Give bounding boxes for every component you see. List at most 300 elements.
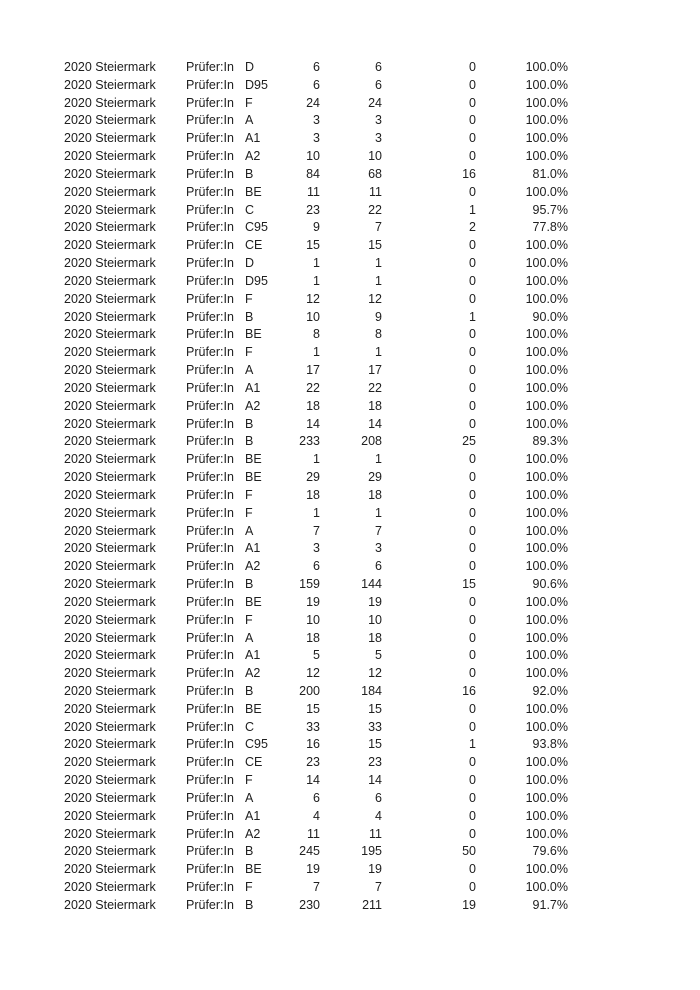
cell-class: B xyxy=(245,309,254,324)
cell-value-2: 10 xyxy=(368,612,382,627)
cell-examiner: Prüfer:In xyxy=(186,862,234,877)
cell-examiner: Prüfer:In xyxy=(186,220,234,235)
cell-value-1: 1 xyxy=(313,256,320,271)
cell-value-3: 0 xyxy=(469,470,476,485)
cell-value-3: 0 xyxy=(469,808,476,823)
cell-year-region: 2020 Steiermark xyxy=(64,826,156,841)
table-row xyxy=(64,273,568,291)
cell-class: BE xyxy=(245,470,262,485)
cell-value-1: 22 xyxy=(306,380,320,395)
cell-value-2: 1 xyxy=(375,273,382,288)
cell-examiner: Prüfer:In xyxy=(186,184,234,199)
cell-class: BE xyxy=(245,452,262,467)
cell-value-3: 25 xyxy=(462,434,476,449)
cell-value-2: 12 xyxy=(368,291,382,306)
cell-percent: 91.7% xyxy=(532,897,568,912)
cell-value-2: 11 xyxy=(369,184,382,199)
table-row xyxy=(64,433,568,451)
cell-class: B xyxy=(245,166,254,181)
cell-percent: 100.0% xyxy=(525,719,568,734)
cell-percent: 100.0% xyxy=(525,773,568,788)
cell-examiner: Prüfer:In xyxy=(186,238,234,253)
cell-value-1: 6 xyxy=(313,77,320,92)
cell-value-3: 0 xyxy=(469,131,476,146)
cell-class: B xyxy=(245,683,254,698)
cell-year-region: 2020 Steiermark xyxy=(64,256,156,271)
table-row xyxy=(64,701,568,719)
cell-percent: 100.0% xyxy=(525,862,568,877)
cell-value-1: 3 xyxy=(313,113,320,128)
cell-value-1: 4 xyxy=(313,808,320,823)
cell-examiner: Prüfer:In xyxy=(186,755,234,770)
cell-value-2: 22 xyxy=(368,380,382,395)
cell-examiner: Prüfer:In xyxy=(186,630,234,645)
cell-examiner: Prüfer:In xyxy=(186,327,234,342)
table-row xyxy=(64,487,568,505)
table-row xyxy=(64,77,568,95)
cell-year-region: 2020 Steiermark xyxy=(64,594,156,609)
table-row xyxy=(64,594,568,612)
table-row xyxy=(64,202,568,220)
cell-percent: 79.6% xyxy=(532,844,568,859)
cell-year-region: 2020 Steiermark xyxy=(64,666,156,681)
cell-value-2: 3 xyxy=(375,541,382,556)
cell-examiner: Prüfer:In xyxy=(186,60,234,74)
cell-value-1: 12 xyxy=(306,291,320,306)
cell-year-region: 2020 Steiermark xyxy=(64,773,156,788)
cell-class: B xyxy=(245,844,254,859)
cell-value-2: 18 xyxy=(368,487,382,502)
table-row xyxy=(64,647,568,665)
cell-value-2: 14 xyxy=(368,416,382,431)
cell-examiner: Prüfer:In xyxy=(186,166,234,181)
cell-value-3: 0 xyxy=(469,755,476,770)
cell-value-1: 245 xyxy=(299,844,320,859)
table-row xyxy=(64,148,568,166)
cell-percent: 100.0% xyxy=(525,131,568,146)
table-row xyxy=(64,540,568,558)
cell-value-3: 0 xyxy=(469,398,476,413)
cell-class: A1 xyxy=(245,380,261,395)
cell-value-3: 0 xyxy=(469,505,476,520)
cell-value-2: 68 xyxy=(368,166,382,181)
cell-value-3: 0 xyxy=(469,630,476,645)
cell-value-1: 84 xyxy=(306,166,320,181)
cell-year-region: 2020 Steiermark xyxy=(64,345,156,360)
cell-class: A xyxy=(245,790,254,805)
cell-value-2: 7 xyxy=(375,220,382,235)
cell-value-1: 33 xyxy=(306,719,320,734)
cell-examiner: Prüfer:In xyxy=(186,666,234,681)
table-row xyxy=(64,59,568,77)
cell-class: A1 xyxy=(245,648,261,663)
cell-year-region: 2020 Steiermark xyxy=(64,523,156,538)
cell-value-2: 11 xyxy=(369,826,382,841)
cell-percent: 90.0% xyxy=(532,309,568,324)
cell-percent: 100.0% xyxy=(525,487,568,502)
cell-value-1: 18 xyxy=(306,487,320,502)
cell-value-3: 1 xyxy=(469,309,476,324)
table-row xyxy=(64,719,568,737)
cell-value-2: 1 xyxy=(375,345,382,360)
table-row xyxy=(64,861,568,879)
cell-percent: 100.0% xyxy=(525,523,568,538)
cell-class: BE xyxy=(245,701,262,716)
cell-year-region: 2020 Steiermark xyxy=(64,505,156,520)
cell-percent: 100.0% xyxy=(525,77,568,92)
cell-value-3: 0 xyxy=(469,666,476,681)
cell-value-1: 18 xyxy=(306,398,320,413)
cell-value-1: 16 xyxy=(306,737,320,752)
table-row xyxy=(64,398,568,416)
cell-value-2: 6 xyxy=(375,60,382,74)
cell-value-3: 0 xyxy=(469,60,476,74)
table-row xyxy=(64,772,568,790)
table-row xyxy=(64,897,568,915)
cell-percent: 100.0% xyxy=(525,256,568,271)
cell-year-region: 2020 Steiermark xyxy=(64,95,156,110)
cell-year-region: 2020 Steiermark xyxy=(64,131,156,146)
cell-value-2: 3 xyxy=(375,113,382,128)
table-row xyxy=(64,612,568,630)
cell-value-2: 1 xyxy=(375,452,382,467)
cell-value-1: 230 xyxy=(299,897,320,912)
cell-class: B xyxy=(245,577,254,592)
cell-year-region: 2020 Steiermark xyxy=(64,77,156,92)
table-row xyxy=(64,808,568,826)
table-row xyxy=(64,843,568,861)
cell-value-2: 5 xyxy=(375,648,382,663)
cell-value-2: 18 xyxy=(368,398,382,413)
cell-value-2: 3 xyxy=(375,131,382,146)
cell-class: A2 xyxy=(245,398,261,413)
cell-class: F xyxy=(245,291,253,306)
table-row xyxy=(64,380,568,398)
cell-value-2: 18 xyxy=(368,630,382,645)
cell-examiner: Prüfer:In xyxy=(186,416,234,431)
table-row xyxy=(64,130,568,148)
cell-class: C95 xyxy=(245,220,268,235)
cell-value-1: 15 xyxy=(306,701,320,716)
cell-value-3: 0 xyxy=(469,416,476,431)
cell-value-3: 0 xyxy=(469,880,476,895)
cell-value-2: 1 xyxy=(375,256,382,271)
cell-value-2: 10 xyxy=(368,149,382,164)
cell-year-region: 2020 Steiermark xyxy=(64,808,156,823)
cell-value-3: 0 xyxy=(469,826,476,841)
cell-examiner: Prüfer:In xyxy=(186,808,234,823)
cell-year-region: 2020 Steiermark xyxy=(64,683,156,698)
cell-value-1: 5 xyxy=(313,648,320,663)
table-row xyxy=(64,309,568,327)
cell-value-3: 0 xyxy=(469,291,476,306)
cell-year-region: 2020 Steiermark xyxy=(64,577,156,592)
cell-value-1: 19 xyxy=(306,594,320,609)
cell-examiner: Prüfer:In xyxy=(186,577,234,592)
cell-value-3: 16 xyxy=(462,683,476,698)
cell-class: A2 xyxy=(245,559,261,574)
cell-percent: 100.0% xyxy=(525,380,568,395)
table-row xyxy=(64,291,568,309)
cell-percent: 100.0% xyxy=(525,808,568,823)
cell-value-2: 4 xyxy=(375,808,382,823)
table-row xyxy=(64,683,568,701)
cell-class: F xyxy=(245,345,253,360)
cell-percent: 100.0% xyxy=(525,238,568,253)
table-row xyxy=(64,362,568,380)
cell-class: A1 xyxy=(245,131,261,146)
cell-value-2: 184 xyxy=(361,683,382,698)
cell-class: BE xyxy=(245,327,262,342)
cell-percent: 100.0% xyxy=(525,416,568,431)
cell-percent: 100.0% xyxy=(525,612,568,627)
cell-class: F xyxy=(245,487,253,502)
cell-year-region: 2020 Steiermark xyxy=(64,398,156,413)
table-row xyxy=(64,255,568,273)
table-row xyxy=(64,344,568,362)
cell-percent: 100.0% xyxy=(525,363,568,378)
cell-value-2: 9 xyxy=(375,309,382,324)
cell-value-1: 1 xyxy=(313,505,320,520)
table-row xyxy=(64,879,568,897)
cell-value-2: 211 xyxy=(362,897,382,912)
cell-value-2: 6 xyxy=(375,559,382,574)
cell-examiner: Prüfer:In xyxy=(186,256,234,271)
cell-examiner: Prüfer:In xyxy=(186,612,234,627)
cell-value-2: 208 xyxy=(361,434,382,449)
cell-year-region: 2020 Steiermark xyxy=(64,470,156,485)
cell-examiner: Prüfer:In xyxy=(186,398,234,413)
cell-value-2: 7 xyxy=(375,880,382,895)
cell-year-region: 2020 Steiermark xyxy=(64,719,156,734)
cell-examiner: Prüfer:In xyxy=(186,363,234,378)
cell-value-1: 159 xyxy=(299,577,320,592)
cell-percent: 100.0% xyxy=(525,273,568,288)
table-row xyxy=(64,790,568,808)
cell-year-region: 2020 Steiermark xyxy=(64,612,156,627)
cell-year-region: 2020 Steiermark xyxy=(64,309,156,324)
cell-percent: 100.0% xyxy=(525,327,568,342)
cell-value-3: 0 xyxy=(469,273,476,288)
table-row xyxy=(64,95,568,113)
cell-year-region: 2020 Steiermark xyxy=(64,434,156,449)
cell-value-1: 19 xyxy=(306,862,320,877)
cell-value-3: 50 xyxy=(462,844,476,859)
cell-value-1: 14 xyxy=(306,416,320,431)
cell-value-2: 12 xyxy=(368,666,382,681)
table-row xyxy=(64,184,568,202)
cell-value-1: 200 xyxy=(299,683,320,698)
table-row xyxy=(64,576,568,594)
table-row xyxy=(64,826,568,844)
cell-year-region: 2020 Steiermark xyxy=(64,363,156,378)
cell-value-3: 0 xyxy=(469,648,476,663)
cell-year-region: 2020 Steiermark xyxy=(64,701,156,716)
cell-examiner: Prüfer:In xyxy=(186,309,234,324)
cell-value-2: 6 xyxy=(375,790,382,805)
cell-value-3: 0 xyxy=(469,77,476,92)
cell-examiner: Prüfer:In xyxy=(186,594,234,609)
cell-class: A xyxy=(245,363,254,378)
cell-value-1: 8 xyxy=(313,327,320,342)
cell-examiner: Prüfer:In xyxy=(186,541,234,556)
cell-examiner: Prüfer:In xyxy=(186,505,234,520)
cell-year-region: 2020 Steiermark xyxy=(64,648,156,663)
cell-value-2: 15 xyxy=(368,737,382,752)
cell-class: F xyxy=(245,880,253,895)
cell-percent: 92.0% xyxy=(532,683,568,698)
cell-value-3: 0 xyxy=(469,594,476,609)
cell-year-region: 2020 Steiermark xyxy=(64,220,156,235)
cell-percent: 100.0% xyxy=(525,95,568,110)
table-row xyxy=(64,630,568,648)
cell-value-1: 23 xyxy=(306,202,320,217)
cell-value-3: 0 xyxy=(469,790,476,805)
cell-percent: 100.0% xyxy=(525,452,568,467)
cell-year-region: 2020 Steiermark xyxy=(64,327,156,342)
cell-class: B xyxy=(245,416,254,431)
cell-examiner: Prüfer:In xyxy=(186,897,234,912)
cell-value-1: 7 xyxy=(313,880,320,895)
table-row xyxy=(64,219,568,237)
cell-percent: 93.8% xyxy=(532,737,568,752)
cell-class: A2 xyxy=(245,666,261,681)
cell-value-2: 15 xyxy=(368,701,382,716)
cell-percent: 100.0% xyxy=(525,755,568,770)
cell-class: D95 xyxy=(245,273,268,288)
cell-value-2: 144 xyxy=(361,577,382,592)
cell-year-region: 2020 Steiermark xyxy=(64,416,156,431)
cell-value-3: 0 xyxy=(469,345,476,360)
cell-examiner: Prüfer:In xyxy=(186,790,234,805)
cell-percent: 77.8% xyxy=(532,220,568,235)
cell-percent: 100.0% xyxy=(525,559,568,574)
cell-examiner: Prüfer:In xyxy=(186,487,234,502)
cell-year-region: 2020 Steiermark xyxy=(64,452,156,467)
cell-examiner: Prüfer:In xyxy=(186,773,234,788)
cell-percent: 81.0% xyxy=(532,166,568,181)
cell-examiner: Prüfer:In xyxy=(186,683,234,698)
cell-percent: 100.0% xyxy=(525,826,568,841)
cell-examiner: Prüfer:In xyxy=(186,452,234,467)
cell-class: BE xyxy=(245,594,262,609)
cell-examiner: Prüfer:In xyxy=(186,202,234,217)
cell-examiner: Prüfer:In xyxy=(186,737,234,752)
cell-value-2: 19 xyxy=(368,862,382,877)
cell-percent: 100.0% xyxy=(525,345,568,360)
cell-value-1: 10 xyxy=(306,309,320,324)
cell-year-region: 2020 Steiermark xyxy=(64,487,156,502)
cell-value-2: 23 xyxy=(368,755,382,770)
table-row xyxy=(64,451,568,469)
cell-percent: 100.0% xyxy=(525,398,568,413)
cell-year-region: 2020 Steiermark xyxy=(64,113,156,128)
cell-percent: 89.3% xyxy=(532,434,568,449)
cell-value-1: 17 xyxy=(306,363,320,378)
cell-value-1: 1 xyxy=(313,452,320,467)
cell-year-region: 2020 Steiermark xyxy=(64,202,156,217)
cell-value-2: 6 xyxy=(375,77,382,92)
cell-value-1: 12 xyxy=(306,666,320,681)
cell-value-2: 22 xyxy=(368,202,382,217)
cell-percent: 100.0% xyxy=(525,184,568,199)
cell-value-1: 11 xyxy=(307,184,320,199)
cell-percent: 100.0% xyxy=(525,648,568,663)
cell-percent: 100.0% xyxy=(525,470,568,485)
table-row xyxy=(64,416,568,434)
cell-class: F xyxy=(245,505,253,520)
cell-value-1: 6 xyxy=(313,790,320,805)
cell-value-2: 7 xyxy=(375,523,382,538)
cell-percent: 100.0% xyxy=(525,701,568,716)
cell-class: C xyxy=(245,202,255,217)
cell-value-2: 19 xyxy=(368,594,382,609)
cell-class: A xyxy=(245,630,254,645)
cell-year-region: 2020 Steiermark xyxy=(64,380,156,395)
cell-year-region: 2020 Steiermark xyxy=(64,755,156,770)
cell-value-1: 11 xyxy=(307,826,320,841)
cell-percent: 100.0% xyxy=(525,291,568,306)
cell-examiner: Prüfer:In xyxy=(186,131,234,146)
cell-examiner: Prüfer:In xyxy=(186,523,234,538)
cell-examiner: Prüfer:In xyxy=(186,559,234,574)
table-row xyxy=(64,112,568,130)
table-row xyxy=(64,505,568,523)
cell-year-region: 2020 Steiermark xyxy=(64,559,156,574)
cell-class: A1 xyxy=(245,541,261,556)
cell-value-2: 24 xyxy=(368,95,382,110)
cell-value-1: 6 xyxy=(313,60,320,74)
cell-value-1: 3 xyxy=(313,541,320,556)
cell-value-3: 1 xyxy=(469,202,476,217)
cell-year-region: 2020 Steiermark xyxy=(64,844,156,859)
cell-year-region: 2020 Steiermark xyxy=(64,862,156,877)
cell-examiner: Prüfer:In xyxy=(186,844,234,859)
cell-class: CE xyxy=(245,238,263,253)
cell-class: A2 xyxy=(245,149,261,164)
cell-value-3: 0 xyxy=(469,862,476,877)
cell-examiner: Prüfer:In xyxy=(186,291,234,306)
cell-value-3: 0 xyxy=(469,612,476,627)
cell-examiner: Prüfer:In xyxy=(186,77,234,92)
table-row xyxy=(64,754,568,772)
cell-year-region: 2020 Steiermark xyxy=(64,880,156,895)
cell-percent: 100.0% xyxy=(525,594,568,609)
cell-examiner: Prüfer:In xyxy=(186,113,234,128)
cell-value-3: 1 xyxy=(469,737,476,752)
cell-class: BE xyxy=(245,862,262,877)
cell-percent: 100.0% xyxy=(525,666,568,681)
cell-value-2: 15 xyxy=(368,238,382,253)
cell-value-2: 8 xyxy=(375,327,382,342)
cell-percent: 100.0% xyxy=(525,880,568,895)
cell-class: F xyxy=(245,773,253,788)
cell-value-3: 0 xyxy=(469,541,476,556)
cell-value-1: 18 xyxy=(306,630,320,645)
cell-value-1: 1 xyxy=(313,345,320,360)
cell-class: D xyxy=(245,256,255,271)
cell-class: A2 xyxy=(245,826,261,841)
table-row xyxy=(64,665,568,683)
table-row xyxy=(64,469,568,487)
cell-year-region: 2020 Steiermark xyxy=(64,897,156,912)
table-row xyxy=(64,326,568,344)
cell-examiner: Prüfer:In xyxy=(186,826,234,841)
cell-value-2: 29 xyxy=(368,470,382,485)
cell-value-3: 0 xyxy=(469,256,476,271)
cell-class: B xyxy=(245,434,254,449)
cell-value-2: 14 xyxy=(368,773,382,788)
